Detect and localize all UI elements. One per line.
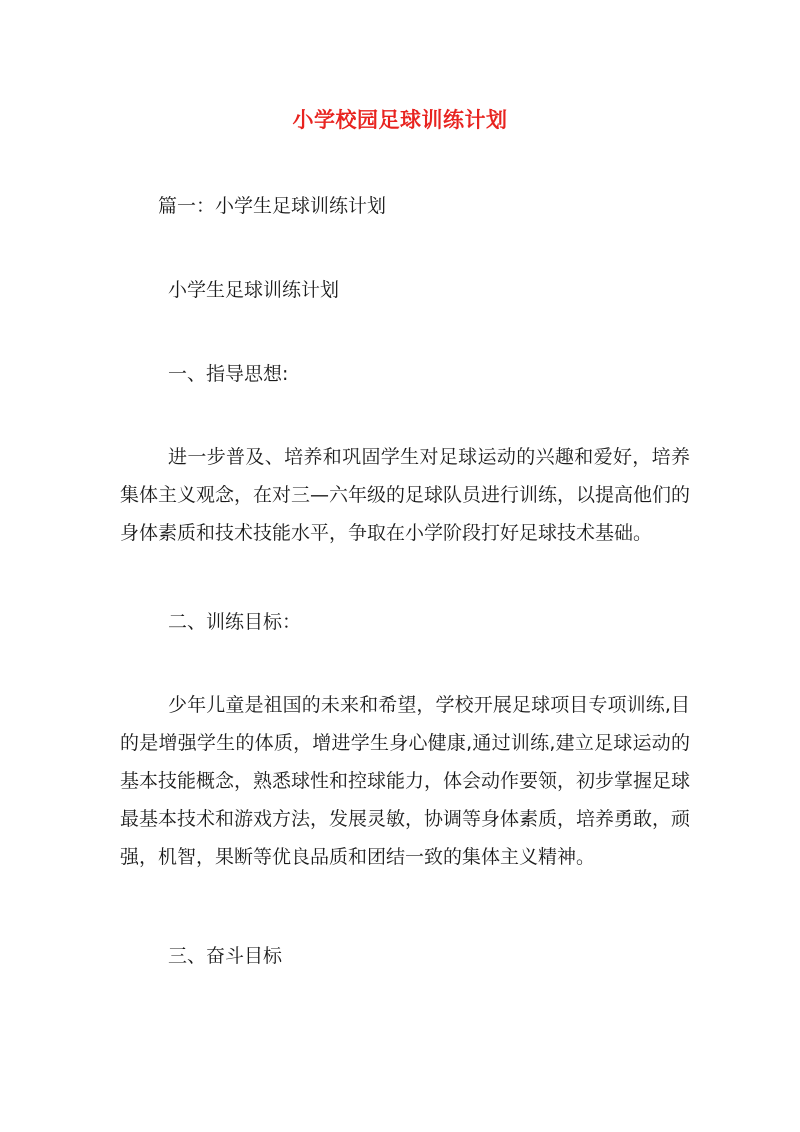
subtitle: 小学生足球训练计划 [168, 279, 340, 301]
document-title: 小学校园足球训练计划 [292, 108, 508, 132]
part-heading: 篇一：小学生足球训练计划 [158, 195, 387, 217]
section-heading-training-goals: 二、训练目标： [168, 611, 302, 633]
section-heading-guiding-thought: 一、指导思想: [168, 363, 289, 385]
section-heading-struggle-goals: 三、奋斗目标 [168, 945, 283, 967]
section-body-training-goals: 少年儿童是祖国的未来和希望，学校开展足球项目专项训练,目的是增强学生的体质，增进学生身心健康,通过训练,建立足球运动的基本技能概念，熟悉球性和控球能力，体会动作要领，初步掌握足球最基本技术和游戏方法，发展灵敏，协调等身体素质，培养勇敢，顽强，机智，果断等优良品质和团结一致的集体主义精神。 [120, 694, 691, 868]
section-body-guiding-thought: 进一步普及、培养和巩固学生对足球运动的兴趣和爱好，培养集体主义观念，在对三—六年级的足球队员进行训练，以提高他们的身体素质和技术技能水平，争取在小学阶段打好足球技术基础。 [120, 446, 691, 544]
